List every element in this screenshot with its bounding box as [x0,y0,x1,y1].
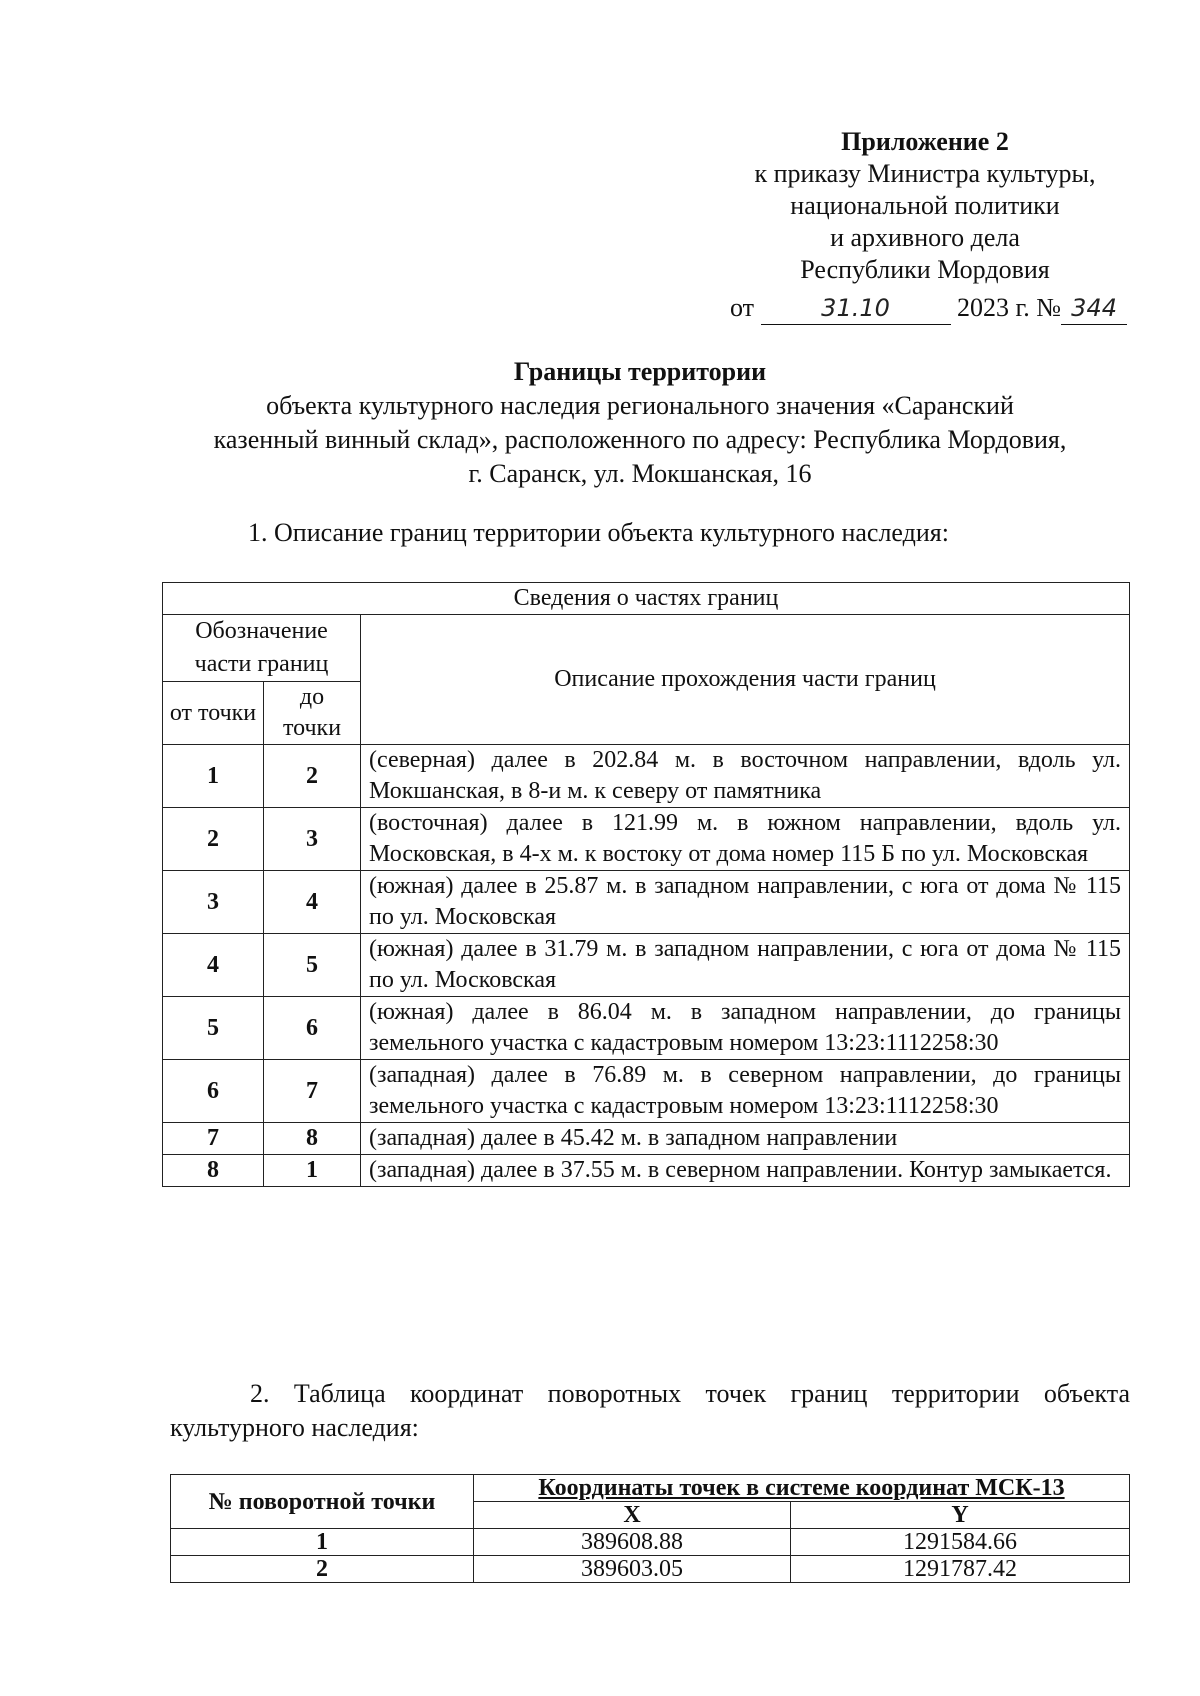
table-row [163,745,1130,808]
coordinate-system-header: Координаты точек в системе координат МСК-13 [474,1475,1130,1502]
title-heading: Границы территории [513,357,767,386]
from-point: 6 [163,1060,264,1123]
section-1-heading: 1. Описание границ территории объекта культурного наследия: [248,518,949,547]
x-coordinate: 389603.05 [474,1556,791,1583]
to-point: 8 [264,1123,361,1155]
title-line: г. Саранск, ул. Мокшанская, 16 [468,459,812,488]
to-point: 3 [264,808,361,871]
x-coordinate: 389608.88 [474,1529,791,1556]
from-point: 4 [163,934,264,997]
table-row [171,1529,1130,1556]
description-header: Описание прохождения части границ [361,615,1130,745]
title-line: казенный винный склад», расположенного по адресу: Республика Мордовия, [213,425,1067,454]
section-2-heading: 2. Таблица координат поворотных точек границ территории объекта культурного наследия: [170,1379,1130,1442]
from-point: 5 [163,997,264,1060]
point-number: 2 [171,1556,474,1583]
to-point: 7 [264,1060,361,1123]
y-header: Y [791,1502,1130,1529]
point-number-header: № поворотной точки [171,1475,474,1529]
to-point: 4 [264,871,361,934]
boundary-description: (южная) далее в 25.87 м. в западном направлении, с юга от дома № 115 по ул. Московская [361,871,1130,934]
table-row [163,997,1130,1060]
to-point: 6 [264,997,361,1060]
boundary-description: (восточная) далее в 121.99 м. в южном направлении, вдоль ул. Московская, в 4-х м. к востоку от дома номер 115 Б по ул. Московская [361,808,1130,871]
order-from-label: от [730,293,755,322]
appendix-line: к приказу Министра культуры, [754,159,1096,188]
boundary-description: (южная) далее в 31.79 м. в западном направлении, с юга от дома № 115 по ул. Московская [361,934,1130,997]
from-point: 2 [163,808,264,871]
table-row [163,871,1130,934]
to-point: 1 [264,1155,361,1187]
order-number-handwritten: 344 [1061,292,1127,325]
from-point: 8 [163,1155,264,1187]
y-coordinate: 1291787.42 [791,1556,1130,1583]
coordinates-table [170,1474,1130,1583]
point-number: 1 [171,1529,474,1556]
boundary-description: (южная) далее в 86.04 м. в западном направлении, до границы земельного участка с кадастровым номером 13:23:1112258:30 [361,997,1130,1060]
to-point: 2 [264,745,361,808]
coords-header-row [171,1475,1130,1502]
table-row [163,1060,1130,1123]
boundary-description: (западная) далее в 37.55 м. в северном направлении. Контур замыкается. [361,1155,1130,1187]
table-caption-row [163,583,1130,615]
order-reference [730,292,1200,325]
appendix-line: и архивного дела [830,223,1020,252]
order-year-text: 2023 г. № [957,293,1062,322]
boundary-description: (западная) далее в 76.89 м. в северном направлении, до границы земельного участка с кадастровым номером 13:23:1112258:30 [361,1060,1130,1123]
x-header: X [474,1502,791,1529]
boundary-description: (северная) далее в 202.84 м. в восточном направлении, вдоль ул. Мокшанская, в 8-и м. к северу от памятника [361,745,1130,808]
table-row [163,808,1130,871]
appendix-line: Республики Мордовия [800,255,1050,284]
appendix-line: национальной политики [790,191,1060,220]
table-row [163,1155,1130,1187]
table-header-row [163,615,1130,682]
appendix-header [700,126,1150,286]
from-point: 7 [163,1123,264,1155]
document-title [150,355,1130,491]
y-coordinate: 1291584.66 [791,1529,1130,1556]
from-point: 1 [163,745,264,808]
table-row [163,934,1130,997]
designation-header: Обозначение части границ [163,615,361,682]
order-date-handwritten: 31.10 [761,292,951,325]
from-point: 3 [163,871,264,934]
from-header: от точки [163,682,264,745]
table-caption: Сведения о частях границ [163,583,1130,615]
appendix-title: Приложение 2 [841,127,1009,156]
title-line: объекта культурного наследия регионального значения «Саранский [266,391,1014,420]
to-point: 5 [264,934,361,997]
boundary-description: (западная) далее в 45.42 м. в западном направлении [361,1123,1130,1155]
to-header: до точки [264,682,361,745]
table-row [163,1123,1130,1155]
table-row [171,1556,1130,1583]
boundary-table [162,582,1130,1187]
